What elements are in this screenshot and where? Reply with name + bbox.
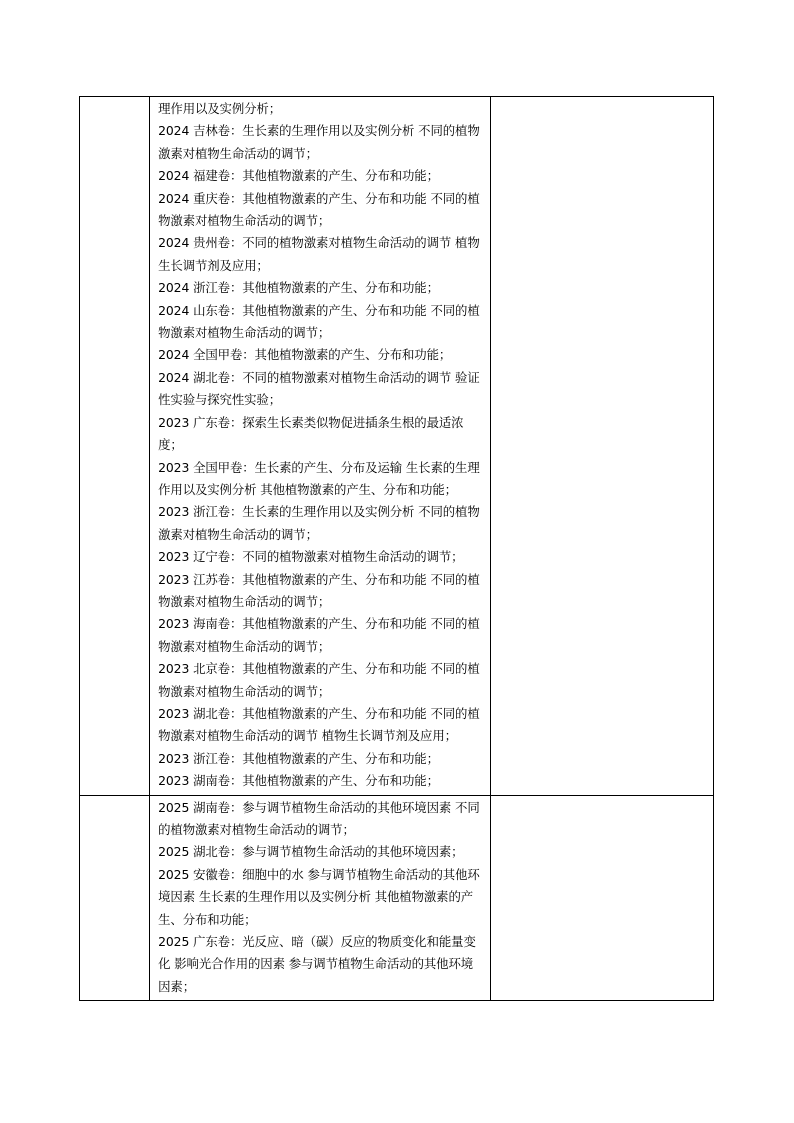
list-item: 2023 全国甲卷：生长素的产生、分布及运输 生长素的生理作用以及实例分析 其他植物激素的产生、分布和功能； [158, 459, 480, 497]
list-item: 2023 浙江卷：生长素的生理作用以及实例分析 不同的植物激素对植物生命活动的调节； [158, 504, 480, 542]
list-item: 2025 安徽卷：细胞中的水 参与调节植物生命活动的其他环境因素 生长素的生理作用以及实例分析 其他植物激素的产生、分布和功能； [158, 866, 480, 927]
list-item: 2024 浙江卷：其他植物激素的产生、分布和功能； [158, 280, 439, 296]
list-item: 2023 辽宁卷：不同的植物激素对植物生命活动的调节； [158, 549, 464, 565]
list-item: 2025 湖南卷：参与调节植物生命活动的其他环境因素 不同的植物激素对植物生命活动的调节； [158, 799, 480, 837]
list-item: 2024 山东卷：其他植物激素的产生、分布和功能 不同的植物激素对植物生命活动的调节； [158, 302, 480, 341]
table-row [80, 795, 714, 1001]
table-row [80, 97, 714, 796]
list-item: 2023 江苏卷：其他植物激素的产生、分布和功能 不同的植物激素对植物生命活动的调节； [158, 571, 480, 609]
list-item: 2023 湖南卷：其他植物激素的产生、分布和功能； [158, 773, 439, 789]
exam-topics-table [79, 96, 714, 1001]
exam-entries-cell [150, 97, 491, 796]
list-item: 理作用以及实例分析； [158, 101, 282, 116]
empty-left-cell [80, 97, 150, 796]
list-item: 2023 海南卷：其他植物激素的产生、分布和功能 不同的植物激素对植物生命活动的调节； [158, 616, 480, 654]
list-item: 2024 贵州卷：不同的植物激素对植物生命活动的调节 植物生长调节剂及应用； [158, 235, 480, 273]
list-item: 2023 广东卷：探索生长素类似物促进插条生根的最适浓度； [158, 414, 464, 453]
list-item: 2025 湖北卷：参与调节植物生命活动的其他环境因素； [158, 844, 464, 860]
exam-entries-cell [150, 795, 491, 1001]
list-item: 2024 重庆卷：其他植物激素的产生、分布和功能 不同的植物激素对植物生命活动的调节； [158, 190, 480, 229]
list-item: 2024 福建卷：其他植物激素的产生、分布和功能； [158, 168, 439, 184]
list-item: 2024 湖北卷：不同的植物激素对植物生命活动的调节 验证性实验与探究性实验； [158, 369, 480, 408]
list-item: 2023 北京卷：其他植物激素的产生、分布和功能 不同的植物激素对植物生命活动的调节； [158, 661, 480, 699]
empty-right-cell [490, 97, 713, 796]
list-item: 2025 广东卷：光反应、暗（碳）反应的物质变化和能量变化 影响光合作用的因素 参与调节植物生命活动的其他环境因素； [158, 934, 476, 994]
list-item: 2024 全国甲卷：其他植物激素的产生、分布和功能； [158, 347, 452, 363]
empty-right-cell [490, 795, 713, 1001]
list-item: 2023 浙江卷：其他植物激素的产生、分布和功能； [158, 750, 439, 766]
empty-left-cell [80, 795, 150, 1001]
list-item: 2024 吉林卷：生长素的生理作用以及实例分析 不同的植物激素对植物生命活动的调节； [158, 123, 480, 161]
list-item: 2023 湖北卷：其他植物激素的产生、分布和功能 不同的植物激素对植物生命活动的调节 植物生长调节剂及应用； [158, 705, 480, 744]
